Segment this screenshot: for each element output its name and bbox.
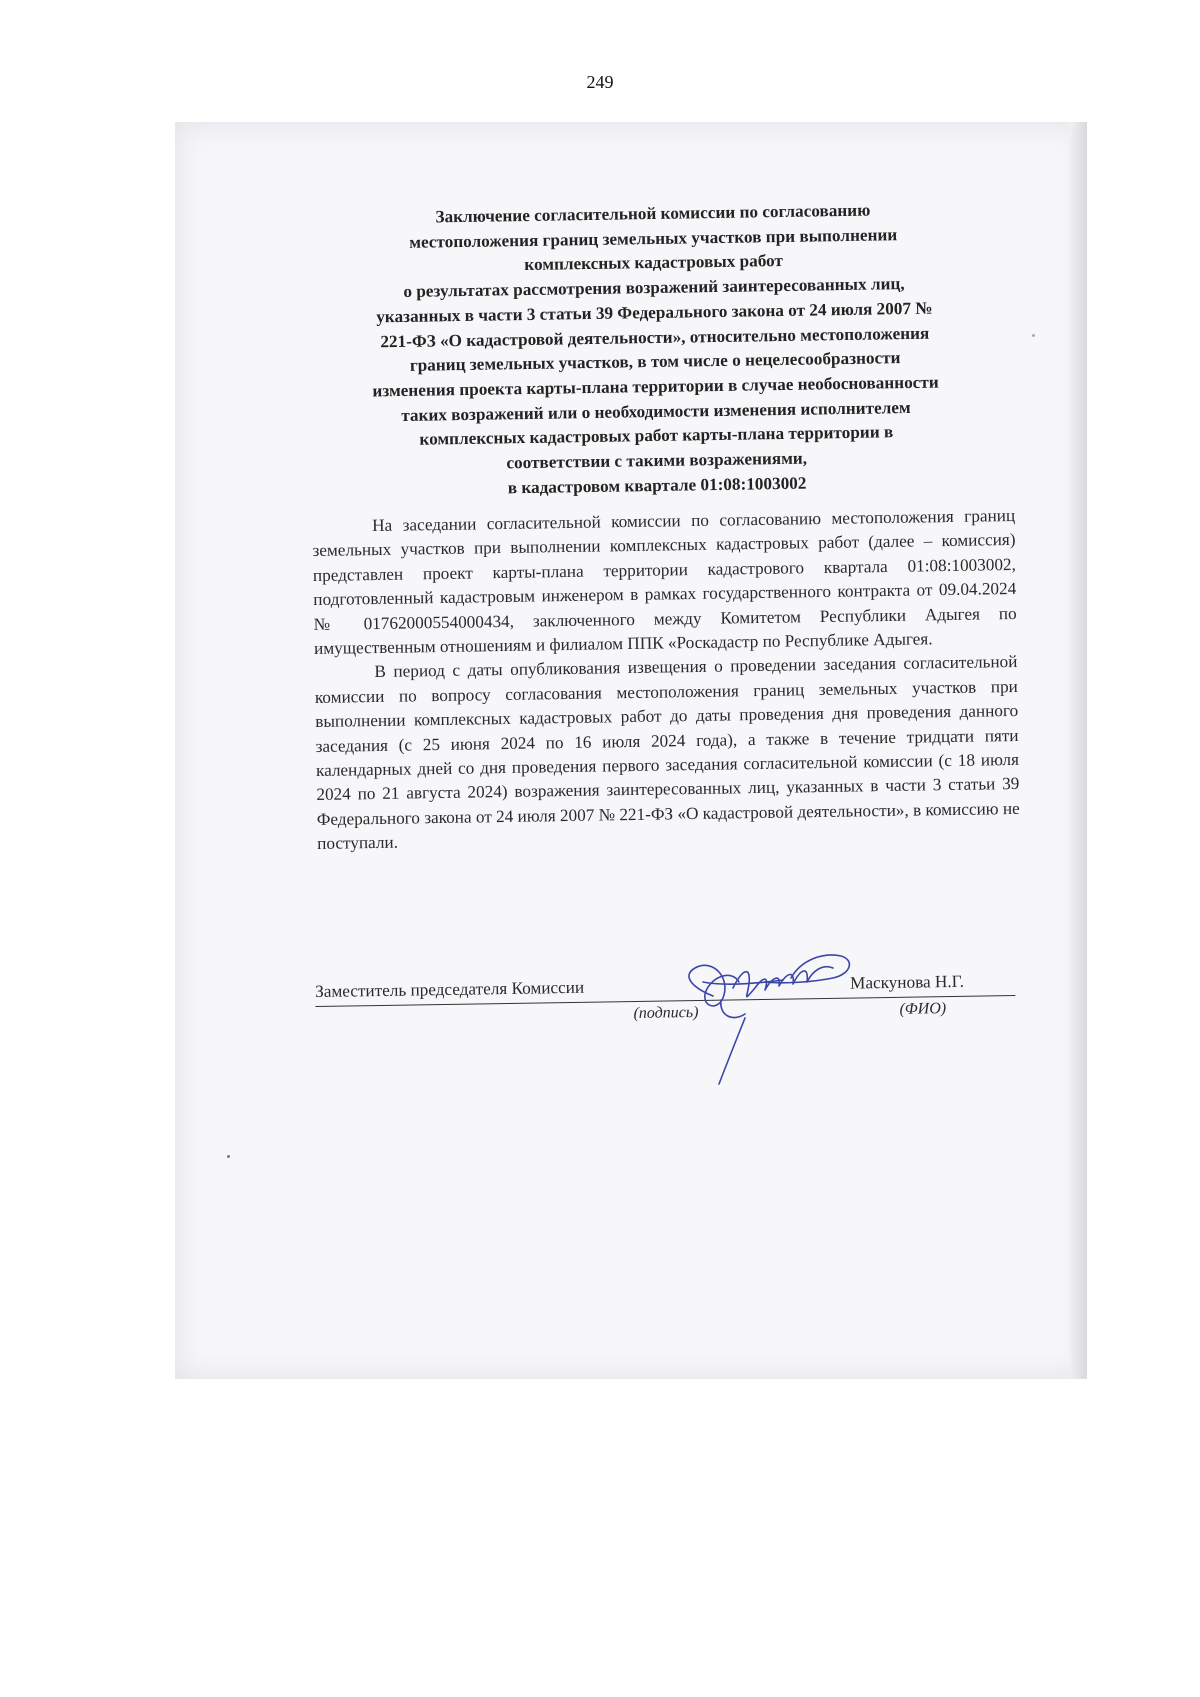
- title-line: соответствии с такими возражениями,: [506, 448, 808, 473]
- scanned-document: [175, 122, 1087, 1379]
- title-line: Заключение согласительной комиссии по согласованию: [435, 200, 871, 227]
- signatory-name: Маскунова Н.Г.: [849, 971, 965, 993]
- title-line: комплексных кадастровых работ: [524, 251, 784, 275]
- title-line: местоположения границ земельных участков при выполнении: [409, 224, 898, 252]
- title-line: указанных в части 3 статьи 39 Федерального закона от 24 июля 2007 №: [376, 298, 933, 327]
- title-line: 221-ФЗ «О кадастровой деятельности», относительно местоположения: [380, 323, 930, 351]
- title-line: комплексных кадастровых работ карты-плана территории в: [419, 422, 894, 450]
- document-title: [303, 197, 1008, 504]
- signature-caption: (подпись): [633, 1003, 699, 1022]
- title-line: таких возражений или о необходимости изменения исполнителем: [401, 397, 911, 425]
- body-paragraph: В период с даты опубликования извещения о проведении заседания согласительной комиссии по вопросу согласования местоположения границ земельных участков при выполнении комплексных кадастровых работ до даты проведения дня проведения данного заседания (с 25 июня 2024 по 16 июля 2024 года), а также в течение тридцати пяти календарных дней со дня проведения первого заседания согласительной комиссии (с 18 июля 2024 по 21 августа 2024) возражения заинтересованных лиц, указанных в части 3 статьи 39 Федерального закона от 24 июля 2007 № 221-ФЗ «О кадастровой деятельности», в комиссию не поступали.: [314, 652, 1020, 854]
- fio-caption: (ФИО): [899, 1000, 947, 1018]
- signature-block: [315, 971, 1015, 1022]
- signatory-position: Заместитель председателя Комиссии: [315, 977, 585, 1001]
- scan-speck: [227, 1155, 230, 1158]
- page-number: 249: [586, 72, 614, 92]
- title-line: в кадастровом квартале 01:08:1003002: [507, 473, 807, 498]
- scan-speck: [1032, 334, 1035, 337]
- title-line: изменения проекта карты-плана территории в случае необоснованности: [372, 372, 939, 401]
- handwritten-signature: [673, 938, 863, 1088]
- document-body: [312, 504, 1020, 857]
- title-line: границ земельных участков, в том числе о нецелесообразности: [409, 348, 901, 376]
- scan-edge-shadow: [1069, 122, 1087, 1379]
- title-line: о результатах рассмотрения возражений заинтересованных лиц,: [403, 274, 905, 302]
- body-paragraph: На заседании согласительной комиссии по согласованию местоположения границ земельных участков при выполнении комплексных кадастровых работ (далее – комиссия) представлен проект карты-плана территории кадастрового квартала 01:08:1003002, подготовленный кадастровым инженером в рамках государственного контракта от 09.04.2024 № 01762000554000434, заключенного между Комитетом Республики Адыгея по имущественным отношениям и филиалом ППК «Роскадастр по Республике Адыгея.: [312, 505, 1017, 659]
